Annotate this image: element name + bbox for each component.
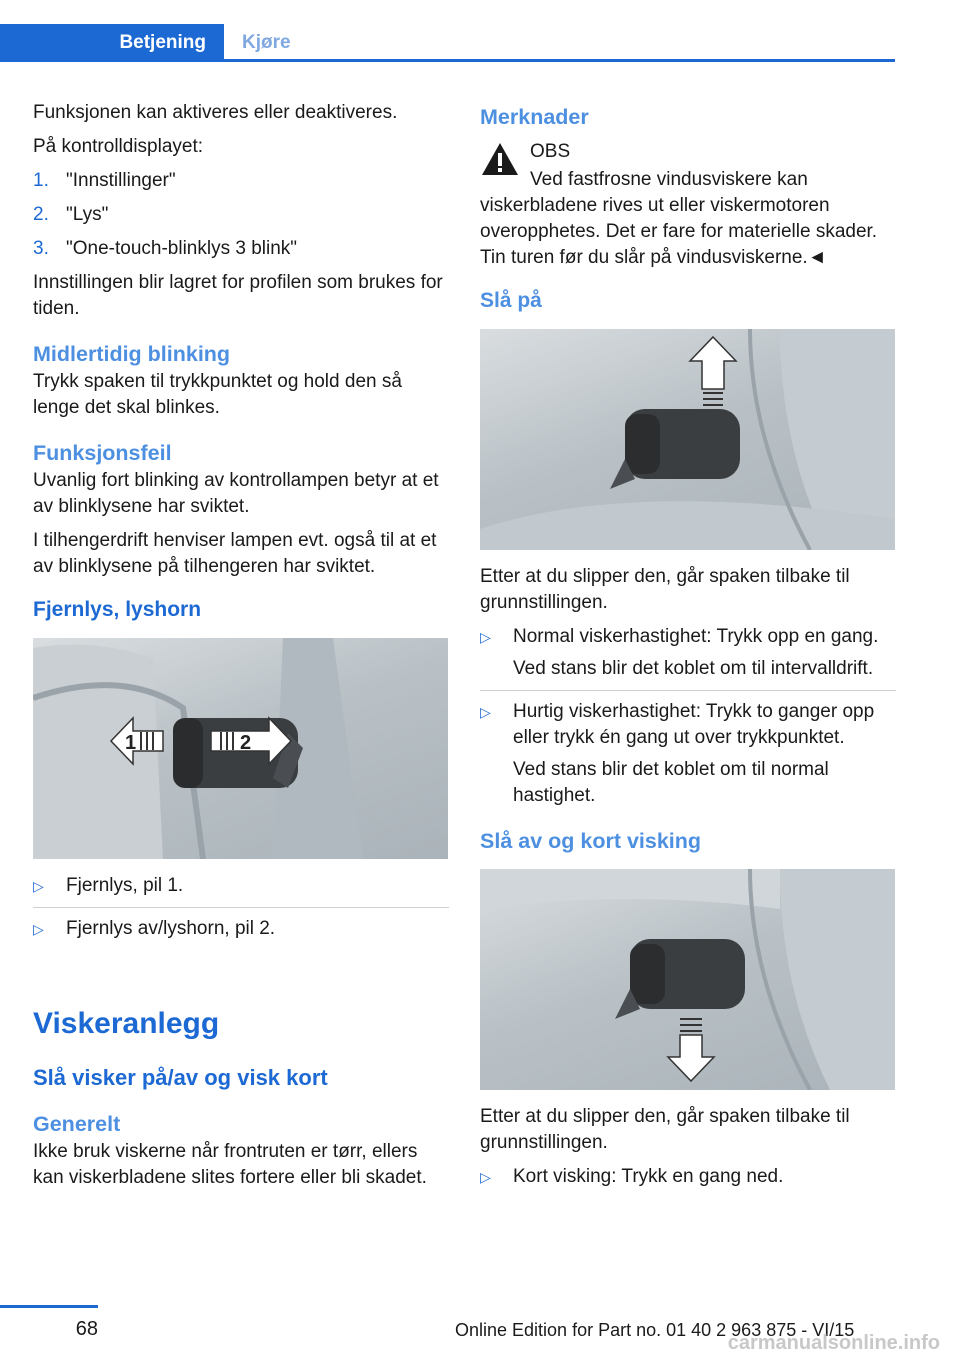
tab-betjening[interactable]: Betjening (0, 24, 224, 62)
high-beam-list (33, 873, 449, 950)
heading-notes: Merknader (480, 105, 589, 129)
high-beam-lever-illustration (33, 638, 448, 859)
temporary-blinking-text: Trykk spaken til trykkpunktet og hold den så lenge det skal blinkes. (33, 371, 402, 418)
heading-temporary-blinking: Midlertidig blinking (33, 342, 231, 366)
intro-text: Funksjonen kan aktiveres eller deaktiveres. (33, 102, 398, 123)
list-item-subtext: Ved stans blir det koblet om til normal hastighet. (513, 759, 829, 806)
edition-text: Online Edition for Part no. 01 40 2 963 875 - VI/15 (455, 1320, 855, 1340)
warning-title: OBS (530, 141, 571, 162)
watermark-text: carmanualsonline.info (727, 1332, 940, 1354)
list-item (33, 168, 449, 194)
intro-display-text: På kontrolldisplayet: (33, 136, 204, 157)
heading-malfunction: Funksjonsfeil (33, 441, 172, 465)
warning-text (480, 167, 896, 271)
list-item-text: Kort visking: Trykk en gang ned. (513, 1166, 784, 1187)
step-number: 3. (33, 238, 49, 259)
step-number: 2. (33, 204, 49, 225)
list-item-text: Normal viskerhastighet: Trykk opp en gang. (513, 626, 879, 647)
list-item (480, 1164, 896, 1198)
wiper-off-list (480, 1164, 896, 1198)
return-text-on: Etter at du slipper den, går spaken tilbake til grunnstillingen. (480, 566, 850, 613)
step-text: "Innstillinger" (66, 170, 176, 191)
triangle-right-icon: ▷ (33, 878, 44, 894)
list-item (33, 202, 449, 228)
triangle-right-icon: ▷ (480, 629, 491, 645)
wiper-down-svg (480, 869, 895, 1090)
triangle-right-icon: ▷ (480, 704, 491, 720)
return-text-off: Etter at du slipper den, går spaken tilbake til grunnstillingen. (480, 1106, 850, 1153)
malfunction-text-1: Uvanlig fort blinking av kontrollampen betyr at et av blinklysene har sviktet. (33, 470, 439, 517)
wiper-down-illustration (480, 869, 895, 1090)
list-item-text: Fjernlys, pil 1. (66, 875, 184, 896)
left-column (33, 100, 449, 1199)
heading-general: Generelt (33, 1112, 121, 1136)
list-item-text: Hurtig viskerhastighet: Trykk to ganger opp eller trykk én gang ut over trykkpunktet. (513, 701, 875, 748)
list-item-subtext: Ved stans blir det koblet om til intervalldrift. (513, 658, 874, 679)
warning-text-body: Ved fastfrosne vindusviskere kan viskerbladene rives ut eller viskermotoren overopphetes. Det er fare for materielle skader. Tin turen før du slår på vindusviskerne.◄ (480, 169, 878, 268)
list-item (33, 873, 449, 907)
heading-wiper-on-off: Slå visker på/av og visk kort (33, 1065, 328, 1090)
step-text: "Lys" (66, 204, 109, 225)
list-item (480, 624, 896, 690)
arrow-label-2: 2 (240, 732, 252, 754)
tab-kjore[interactable]: Kjøre (242, 32, 291, 53)
right-column (480, 100, 896, 1198)
triangle-right-icon: ▷ (480, 1169, 491, 1185)
saved-text: Innstillingen blir lagret for profilen som brukes for tiden. (33, 272, 443, 319)
wiper-on-list (480, 624, 896, 817)
list-item (480, 690, 896, 817)
heading-switch-off: Slå av og kort visking (480, 829, 702, 853)
heading-wiper-system: Viskeranlegg (33, 1007, 220, 1040)
triangle-right-icon: ▷ (33, 921, 44, 937)
list-item (33, 236, 449, 262)
wiper-up-illustration (480, 329, 895, 550)
steps-list (33, 168, 449, 262)
malfunction-text-2: I tilhengerdrift henviser lampen evt. også til at et av blinklysene på tilhengeren har sviktet. (33, 530, 437, 577)
lever-figure-svg (33, 638, 448, 859)
footer-accent-line (0, 1305, 98, 1308)
wiper-up-svg (480, 329, 895, 550)
arrow-label-1: 1 (125, 732, 137, 754)
page-number: 68 (75, 1318, 98, 1340)
list-item-text: Fjernlys av/lyshorn, pil 2. (66, 918, 276, 939)
chapter-tab-bar (0, 24, 895, 62)
heading-high-beam: Fjernlys, lyshorn (33, 598, 202, 621)
step-text: "One-touch-blinklys 3 blink" (66, 238, 298, 259)
step-number: 1. (33, 170, 49, 191)
list-item (33, 907, 449, 950)
heading-switch-on: Slå på (480, 289, 542, 312)
general-text: Ikke bruk viskerne når frontruten er tørr, ellers kan viskerbladene slites fortere eller bli skadet. (33, 1141, 427, 1188)
